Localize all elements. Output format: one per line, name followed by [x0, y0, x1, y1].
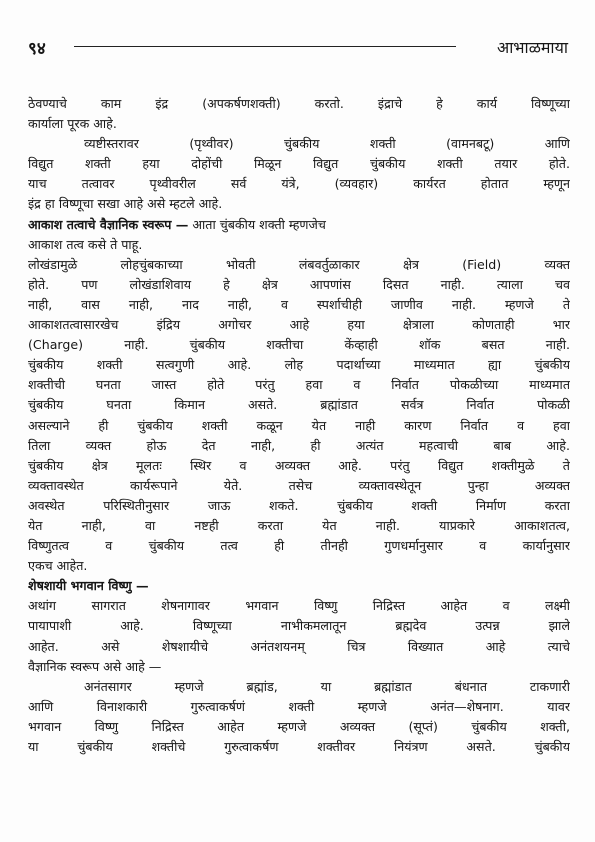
text-line: अवस्थेत परिस्थितीनुसार जाऊ शकते. चुंबकीय शक्ती निर्माण करता [28, 497, 570, 513]
text-line: विद्युत शक्ती हया दोहोंची मिळून विद्युत चुंबकीय शक्ती तयार होते. [28, 156, 570, 172]
text-line: होते. पण लोखंडाशिवाय हे क्षेत्र आपणांस दिसत नाही. त्याला चव [28, 276, 570, 292]
text-line: लोखंडामुळे लोहचुंबकाच्या भोवती लंबवर्तुळाकार क्षेत्र (Field) व्यक्त [28, 256, 570, 272]
text-line: ठेवण्याचे काम इंद्र (अपकर्षणशक्ती) करतो. इंद्राचे हे कार्य विष्णूच्या [28, 96, 570, 111]
text-line: अनंतसागर म्हणजे ब्रह्मांड, या ब्रह्मांडात बंधनात टाकणारी [84, 678, 570, 694]
page-number: ९४ [28, 39, 46, 59]
text-line: विष्णुतत्व व चुंबकीय तत्व ही तीनही गुणधर्मानुसार व कार्यानुसार [28, 538, 570, 554]
section-heading: शेषशायी भगवान विष्णु — [28, 578, 149, 594]
text-line: असल्याने ही चुंबकीय शक्ती कळून येत नाही कारण निर्वात व हवा [28, 417, 570, 433]
text-line: आणि विनाशकारी गुरुत्वाकर्षणं शक्ती म्हणजे अनंत—शेषनाग. यावर [28, 698, 570, 714]
text-line: इंद्र हा विष्णूचा सखा आहे असे म्हटले आहे. [28, 196, 223, 212]
text-line: (Charge) नाही. चुंबकीय शक्तीचा केंव्हाही शॉक बसत नाही. [28, 337, 570, 353]
text-line: पायापाशी आहे. विष्णूच्या नाभीकमलातून ब्रह्मदेव उत्पन्न झाले [28, 618, 570, 634]
heading-continuation: आता चुंबकीय शक्ती म्हणजेच [188, 216, 326, 232]
text-line: अथांग सागरात शेषनागावर भगवान विष्णु निद्रिस्त आहेत व लक्ष्मी [28, 598, 570, 614]
text-line: चुंबकीय घनता किमान असते. ब्रह्मांडात सर्वत्र निर्वात पोकळी [28, 397, 570, 413]
text-line: शक्तीची घनता जास्त होते परंतु हवा व निर्वात पोकळीच्या माध्यमात [28, 377, 570, 393]
section-heading: आकाश तत्वाचे वैज्ञानिक स्वरूप — [28, 216, 189, 232]
text-line: चुंबकीय शक्ती सत्वगुणी आहे. लोह पदार्थाच्या माध्यमात ह्या चुंबकीय [28, 357, 570, 373]
text-line: येत नाही, वा नष्टही करता येत नाही. याप्रकारे आकाशतत्व, [28, 517, 570, 533]
section-heading-line [28, 215, 570, 235]
text-line: व्यक्तावस्थेत कार्यरूपाने येते. तसेच व्यक्तावस्थेतून पुन्हा अव्यक्त [28, 477, 570, 493]
text-line: आकाशतत्वासारखेच इंद्रिय अगोचर आहे हया क्षेत्राला कोणताही भार [28, 317, 570, 333]
body-text [28, 94, 570, 757]
text-line: आहेत. असे शेषशायीचे अनंतशयनम् चित्र विख्यात आहे त्याचे [28, 638, 570, 654]
text-line: तिला व्यक्त होऊ देत नाही, ही अत्यंत महत्वाची बाब आहे. [28, 437, 570, 453]
header-rule [74, 46, 456, 47]
text-line: या चुंबकीय शक्तीचे गुरुत्वाकर्षण शक्तीवर नियंत्रण असते. चुंबकीय [28, 739, 570, 754]
text-line: व्यष्टीस्तरावर (पृथ्वीवर) चुंबकीय शक्ती (वामनबटू) आणि [84, 136, 570, 152]
page-header [28, 34, 568, 60]
text-line: एकच आहेत. [28, 558, 88, 574]
text-line: याच तत्वावर पृथ्वीवरील सर्व यंत्रे, (व्यवहार) कार्यरत होतात म्हणून [28, 176, 570, 192]
running-title: आभाळमाया [496, 38, 568, 57]
text-line: वैज्ञानिक स्वरूप असे आहे — [28, 658, 162, 674]
text-line: भगवान विष्णु निद्रिस्त आहेत म्हणजे अव्यक्त (सूप्तं) चुंबकीय शक्ती, [28, 718, 570, 734]
text-line: आकाश तत्व कसे ते पाहू. [28, 236, 143, 252]
text-line: कार्याला पूरक आहे. [28, 116, 117, 132]
text-line: नाही, वास नाही, नाद नाही, व स्पर्शाचीही जाणीव नाही. म्हणजे ते [28, 296, 570, 312]
text-line: चुंबकीय क्षेत्र मूलतः स्थिर व अव्यक्त आहे. परंतु विद्युत शक्तीमुळे ते [28, 457, 570, 473]
